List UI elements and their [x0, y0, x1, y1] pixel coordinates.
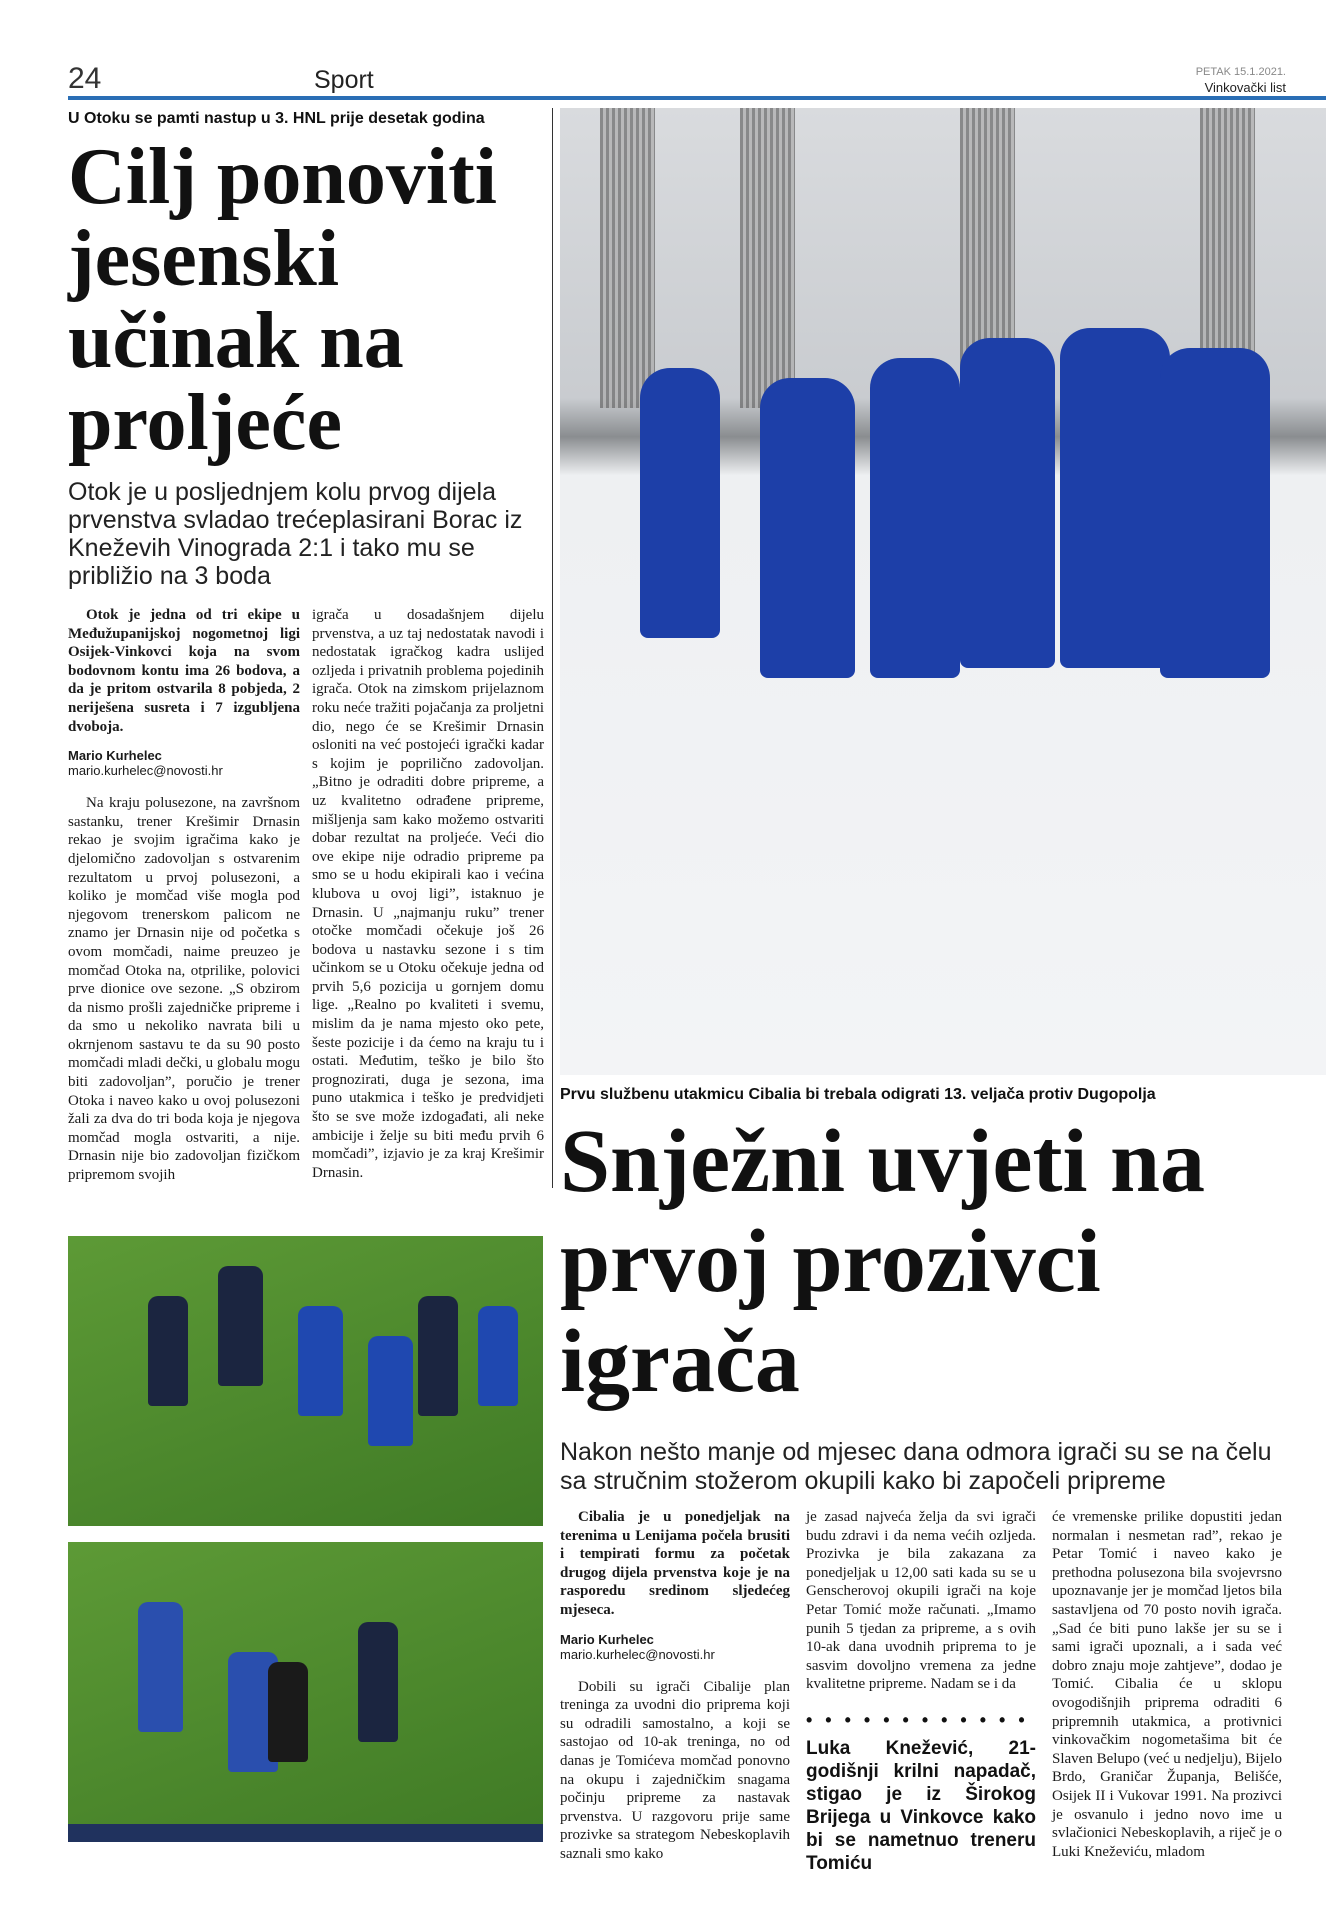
issue-date: PETAK 15.1.2021.: [1195, 66, 1286, 78]
article2-body-2: je zasad najveća želja da svi igrači budu zdravi i da nema većih ozljeda. Prozivka je bila zakazana za ponedjeljak u 12,00 sati kada su se u Genscherovoj okupili igrači na koje Petar Tomić može računati. „Imamo punih 5 tjedan za pripreme, a s ovih 10-ak dana uvodnih priprema to je sasvim dovoljno vremena za jedne kvalitetne pripreme. Nadam se i da: [806, 1509, 1036, 1693]
article2-author: Mario Kurhelec: [560, 1631, 654, 1647]
article2-body-1: Dobili su igrači Cibalije plan treninga za uvodni dio priprema koji su odradili samostalno, a koji se sastojao od 10-ak treninga, no od danas je Tomićeva momčad ponovno na okupu i zajedničkim snagama počinju pripreme za nastavak prvenstva. U razgovoru prije same prozivke sa strategom Nebeskoplavih saznali smo kako: [560, 1678, 790, 1862]
article2-email[interactable]: mario.kurhelec@novosti.hr: [560, 1646, 715, 1662]
snow-training-photo: [560, 108, 1326, 1075]
publication-name: Vinkovački list: [1204, 80, 1286, 95]
header-rule: [68, 96, 1326, 100]
page-number: 24: [68, 62, 102, 95]
article2-column-2: [806, 1508, 1036, 1875]
article1-body-2: igrača u dosadašnjem dijelu prvenstva, a uz taj nedostatak navodi i nedostatak igračkog kadra uslijed ozljeda i privatnih problema pojedinih igrača. Otok na zimskom prijelaznom roku neće tražiti pojačanja za proljetni dio, nego će se Krešimir Drnasin osloniti na već postojeći igrački kadar s kojim je poprilično zadovoljan. „Bitno je odraditi dobre pripreme, a uz kvalitetno odrađene pripreme, mišljenja sam kako možemo ostvariti dobar rezultat na proljeće. Veći dio ove ekipe nije odradio pripreme pa smo se u hodu ekipirali kao i većina klubova u ovoj ligi”, istaknuo je Drnasin. U „najmanju ruku” trener otočke momčadi očekuje još 26 bodova u nastavku sezone i s tim učinkom se u Otoku očekuje jedna od prvih 5,6 pozicija u gornjem domu lige. „Realno po kvaliteti i svemu, mislim da je nama mjesto oko pete, šeste pozicije i da ćemo na kraju tu i ostati. Međutim, teško je bilo što prognozirati, duga je sezona, ima puno utakmica i teško je predvidjeti što se sve može izdogađati, ali neke ambicije i želje su biti među prvih 6 momčadi”, izjavio je za kraj Krešimir Drnasin.: [312, 607, 544, 1181]
box-dot-divider: • • • • • • • • • • • •: [806, 1709, 1029, 1730]
article2-column-1: [560, 1508, 790, 1864]
article2-kicker: Prvu službenu utakmicu Cibalia bi trebala odigrati 13. veljača protiv Dugopolja: [560, 1086, 1156, 1103]
football-match-photo-2: [68, 1542, 543, 1842]
article1-email[interactable]: mario.kurhelec@novosti.hr: [68, 763, 223, 779]
article1-headline: Cilj ponoviti jesenski učinak na proljeće: [68, 133, 497, 467]
football-match-photo-1: [68, 1236, 543, 1526]
article2-subhead: Nakon nešto manje od mjesec dana odmora igrači su se na čelu sa stručnim stožerom okupili kako bi započeli pripreme: [560, 1438, 1272, 1495]
article1-kicker: U Otoku se pamti nastup u 3. HNL prije desetak godina: [68, 110, 485, 127]
article2-box-headline: Luka Knežević, 21-godišnji krilni napadač, stigao je iz Širokog Brijega u Vinkovce kako bi se nametnuo treneru Tomiću: [806, 1737, 1036, 1874]
article1-lead: Otok je jedna od tri ekipe u Međužupanijskoj nogometnoj ligi Osijek-Vinkovci koja na svom bodovnom kontu ima 26 bodova, a da je pritom ostvarila 8 pobjeda, 2 neriješena susreta i 7 izgubljena dvoboja.: [68, 607, 300, 735]
article1-body-1: Na kraju polusezone, na završnom sastanku, trener Krešimir Drnasin rekao je svojim igračima kako je djelomično zadovoljan s ostvarenim rezultatom u prvoj polusezoni, a koliko je momčad više mogla pod njegovom trenerskom palicom ne znamo jer Drnasin nije od početka s ovom momčadi, naime preuzeo je momčad Otoka na, otprilike, polovici prve dionice ove sezone. „S obzirom da nismo prošli zajedničke pripreme i da smo u nekoliko navrata bili u okrnjenom sastavu te da su 90 posto momčadi mladi dečki, u globalu mogu biti zadovoljan”, poručio je trener Otoka i naveo kako u ovoj polusezoni žali za dva do tri boda koja je njegova momčad mogla ostvariti, a nije. Drnasin nije bio zadovoljan fizičkom pripremom svojih: [68, 795, 300, 1184]
article2-headline: Snježni uvjeti na prvoj prozivci igrača: [560, 1112, 1206, 1411]
article2-column-3: [1052, 1508, 1282, 1861]
column-divider: [552, 108, 553, 1188]
article1-subhead: Otok je u posljednjem kolu prvog dijela prvenstva svladao trećeplasirani Borac iz Kneževih Vinograda 2:1 i tako mu se približio na 3 boda: [68, 478, 523, 590]
section-title: Sport: [314, 66, 374, 94]
article2-lead: Cibalia je u ponedjeljak na terenima u Lenijama počela brusiti i tempirati formu za početak drugog dijela prvenstva koje je na rasporedu sredinom sljedećeg mjeseca.: [560, 1509, 790, 1618]
article1-column-2: [312, 606, 544, 1182]
article1-column-1: [68, 606, 300, 1185]
article1-author: Mario Kurhelec: [68, 748, 162, 764]
article2-body-3: će vremenske prilike dopustiti jedan normalan i nesmetan rad”, rekao je Petar Tomić i naveo kako je prethodna polusezona bila svojevrsno upoznavanje jer je momčad ljetos bila sastavljena od 70 posto novih igrača. „Sad će biti puno lakše jer su se i sami igrači upoznali, a i sada već dobro znaju moje zahtjeve”, dodao je Tomić. Cibalia će u sklopu ovogodišnjih priprema odraditi 6 pripremnih utakmica, a protivnici vinkovačkim nogometašima bit će Slaven Belupo (već u nedjelju), Bijelo Brdo, Graničar Županja, Belišće, Osijek II i Vukovar 1991. Na prozivci je osvanulo i jedno novo ime u svlačionici Nebeskoplavih, a riječ je o Luki Kneževiću, mladom: [1052, 1509, 1282, 1860]
